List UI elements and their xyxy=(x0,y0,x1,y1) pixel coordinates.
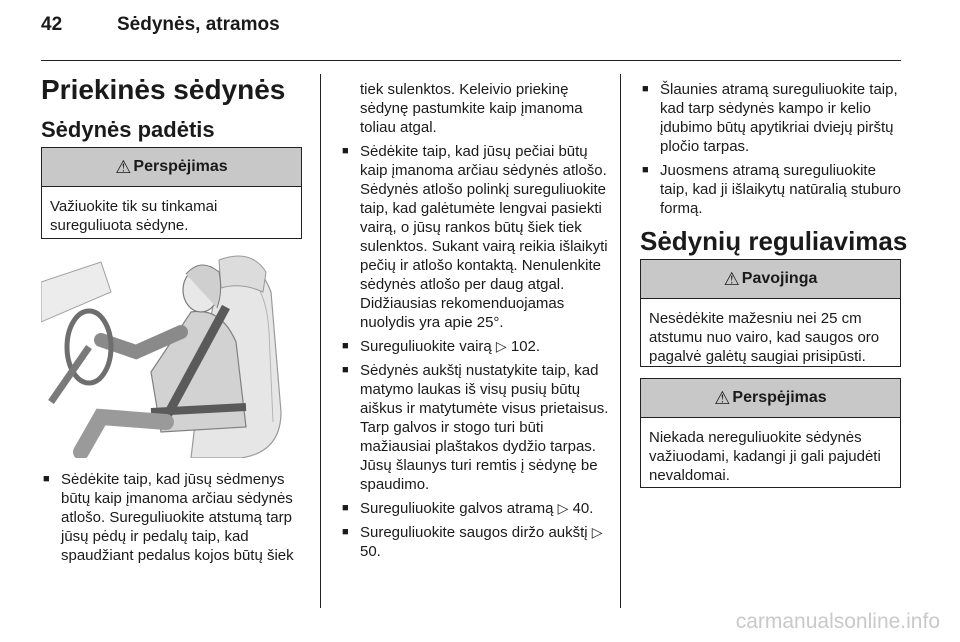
list-item: ■ Sėdynės aukštį nustatykite taip, kad matymo laukas iš visų pusių būtų aiškus ir matytumėte visus prietaisus. Tarp galvos ir stogo turi būti mažiausiai plaštakos dydžio tarpas. Jūsų šlaunys turi remtis į sėdynę be spaudimo. xyxy=(340,361,610,494)
warning-box-seat xyxy=(41,147,302,239)
warning-triangle-icon: ⚠ xyxy=(714,387,731,408)
seating-position-illustration xyxy=(41,252,302,458)
warning-text: Niekada nereguliuokite sėdynės važiuodami, kadangi ji gali pajudėti nevaldomai. xyxy=(649,429,881,484)
warning-text: Važiuokite tik su tinkamai sureguliuota sėdyne. xyxy=(50,198,218,234)
column-divider-2 xyxy=(620,74,621,608)
page-ref-link[interactable]: 50. xyxy=(360,543,381,560)
warning-title: Perspėjimas xyxy=(133,158,228,175)
section-title-front-seats: Priekinės sėdynės xyxy=(41,74,286,105)
running-header-title: Sėdynės, atramos xyxy=(117,14,280,35)
list-item-text: Sureguliuokite saugos diržo aukštį xyxy=(360,524,592,541)
page-ref-icon: ▷ xyxy=(495,338,507,354)
list-item-text: Sureguliuokite galvos atramą xyxy=(360,500,558,517)
page-number: 42 xyxy=(41,14,63,35)
subsection-title-seat-position: Sėdynės padėtis xyxy=(41,117,215,142)
warning-header xyxy=(42,148,301,187)
danger-title: Pavojinga xyxy=(741,270,818,287)
warning-triangle-icon: ⚠ xyxy=(115,156,132,177)
page-ref-icon: ▷ xyxy=(591,524,603,540)
warning-box-adjust xyxy=(640,378,901,488)
page-ref-icon: ▷ xyxy=(557,500,569,516)
col3-bullet-list xyxy=(640,80,905,223)
list-item: ■ Sėdėkite taip, kad jūsų sėdmenys būtų kaip įmanoma arčiau sėdynės atlošo. Sureguliuokite atstumą tarp jūsų pėdų ir pedalų taip, kad spaudžiant pedalus kojos būtų šiek xyxy=(41,470,313,565)
continuation-text: tiek sulenktos. Keleivio priekinę sėdynę pastumkite kaip įmanoma toliau atgal. xyxy=(360,81,583,136)
warning-title: Perspėjimas xyxy=(732,389,827,406)
page-ref-link[interactable]: 102. xyxy=(510,338,541,355)
col2-text xyxy=(340,80,610,566)
list-item xyxy=(340,337,610,356)
list-item: ■ Sėdėkite taip, kad jūsų pečiai būtų kaip įmanoma arčiau sėdynės atlošo. Sėdynės atlošo polinkį sureguliuokite taip, kad galėtumėte lengvai pasiekti vairą, o jūsų rankos būtų šiek tiek sulenktos. Sukant vairą reikia išlaikyti pečių ir atlošo kontaktą. Nenulenkite sėdynės atlošo per daug atgal. Didžiausias rekomenduojamas nuolydis yra apie 25°. xyxy=(340,142,610,332)
header-rule xyxy=(41,60,901,61)
col1-bullet-list xyxy=(41,470,313,570)
page-ref-link[interactable]: 40. xyxy=(572,500,594,517)
danger-header xyxy=(641,260,900,299)
list-item: ■ Juosmens atramą sureguliuokite taip, kad ji išlaikytų natūralią stuburo formą. xyxy=(640,161,905,218)
list-item-text: Sureguliuokite vairą xyxy=(360,338,496,355)
column-divider-1 xyxy=(320,74,321,608)
watermark: carmanualsonline.info xyxy=(735,610,940,633)
list-item: ■ Šlaunies atramą sureguliuokite taip, kad tarp sėdynės kampo ir kelio įdubimo būtų apytikriai dviejų pirštų pločio tarpas. xyxy=(640,80,905,156)
danger-box xyxy=(640,259,901,367)
list-item xyxy=(340,523,610,561)
danger-text: Nesėdėkite mažesniu nei 25 cm atstumu nuo vairo, kad saugos oro pagalvė galėtų saugiai prisipūsti. xyxy=(649,310,880,365)
list-item xyxy=(340,499,610,518)
warning-header xyxy=(641,379,900,418)
section-title-seat-adjustment: Sėdynių reguliavimas xyxy=(640,226,908,256)
warning-triangle-icon: ⚠ xyxy=(723,268,740,289)
